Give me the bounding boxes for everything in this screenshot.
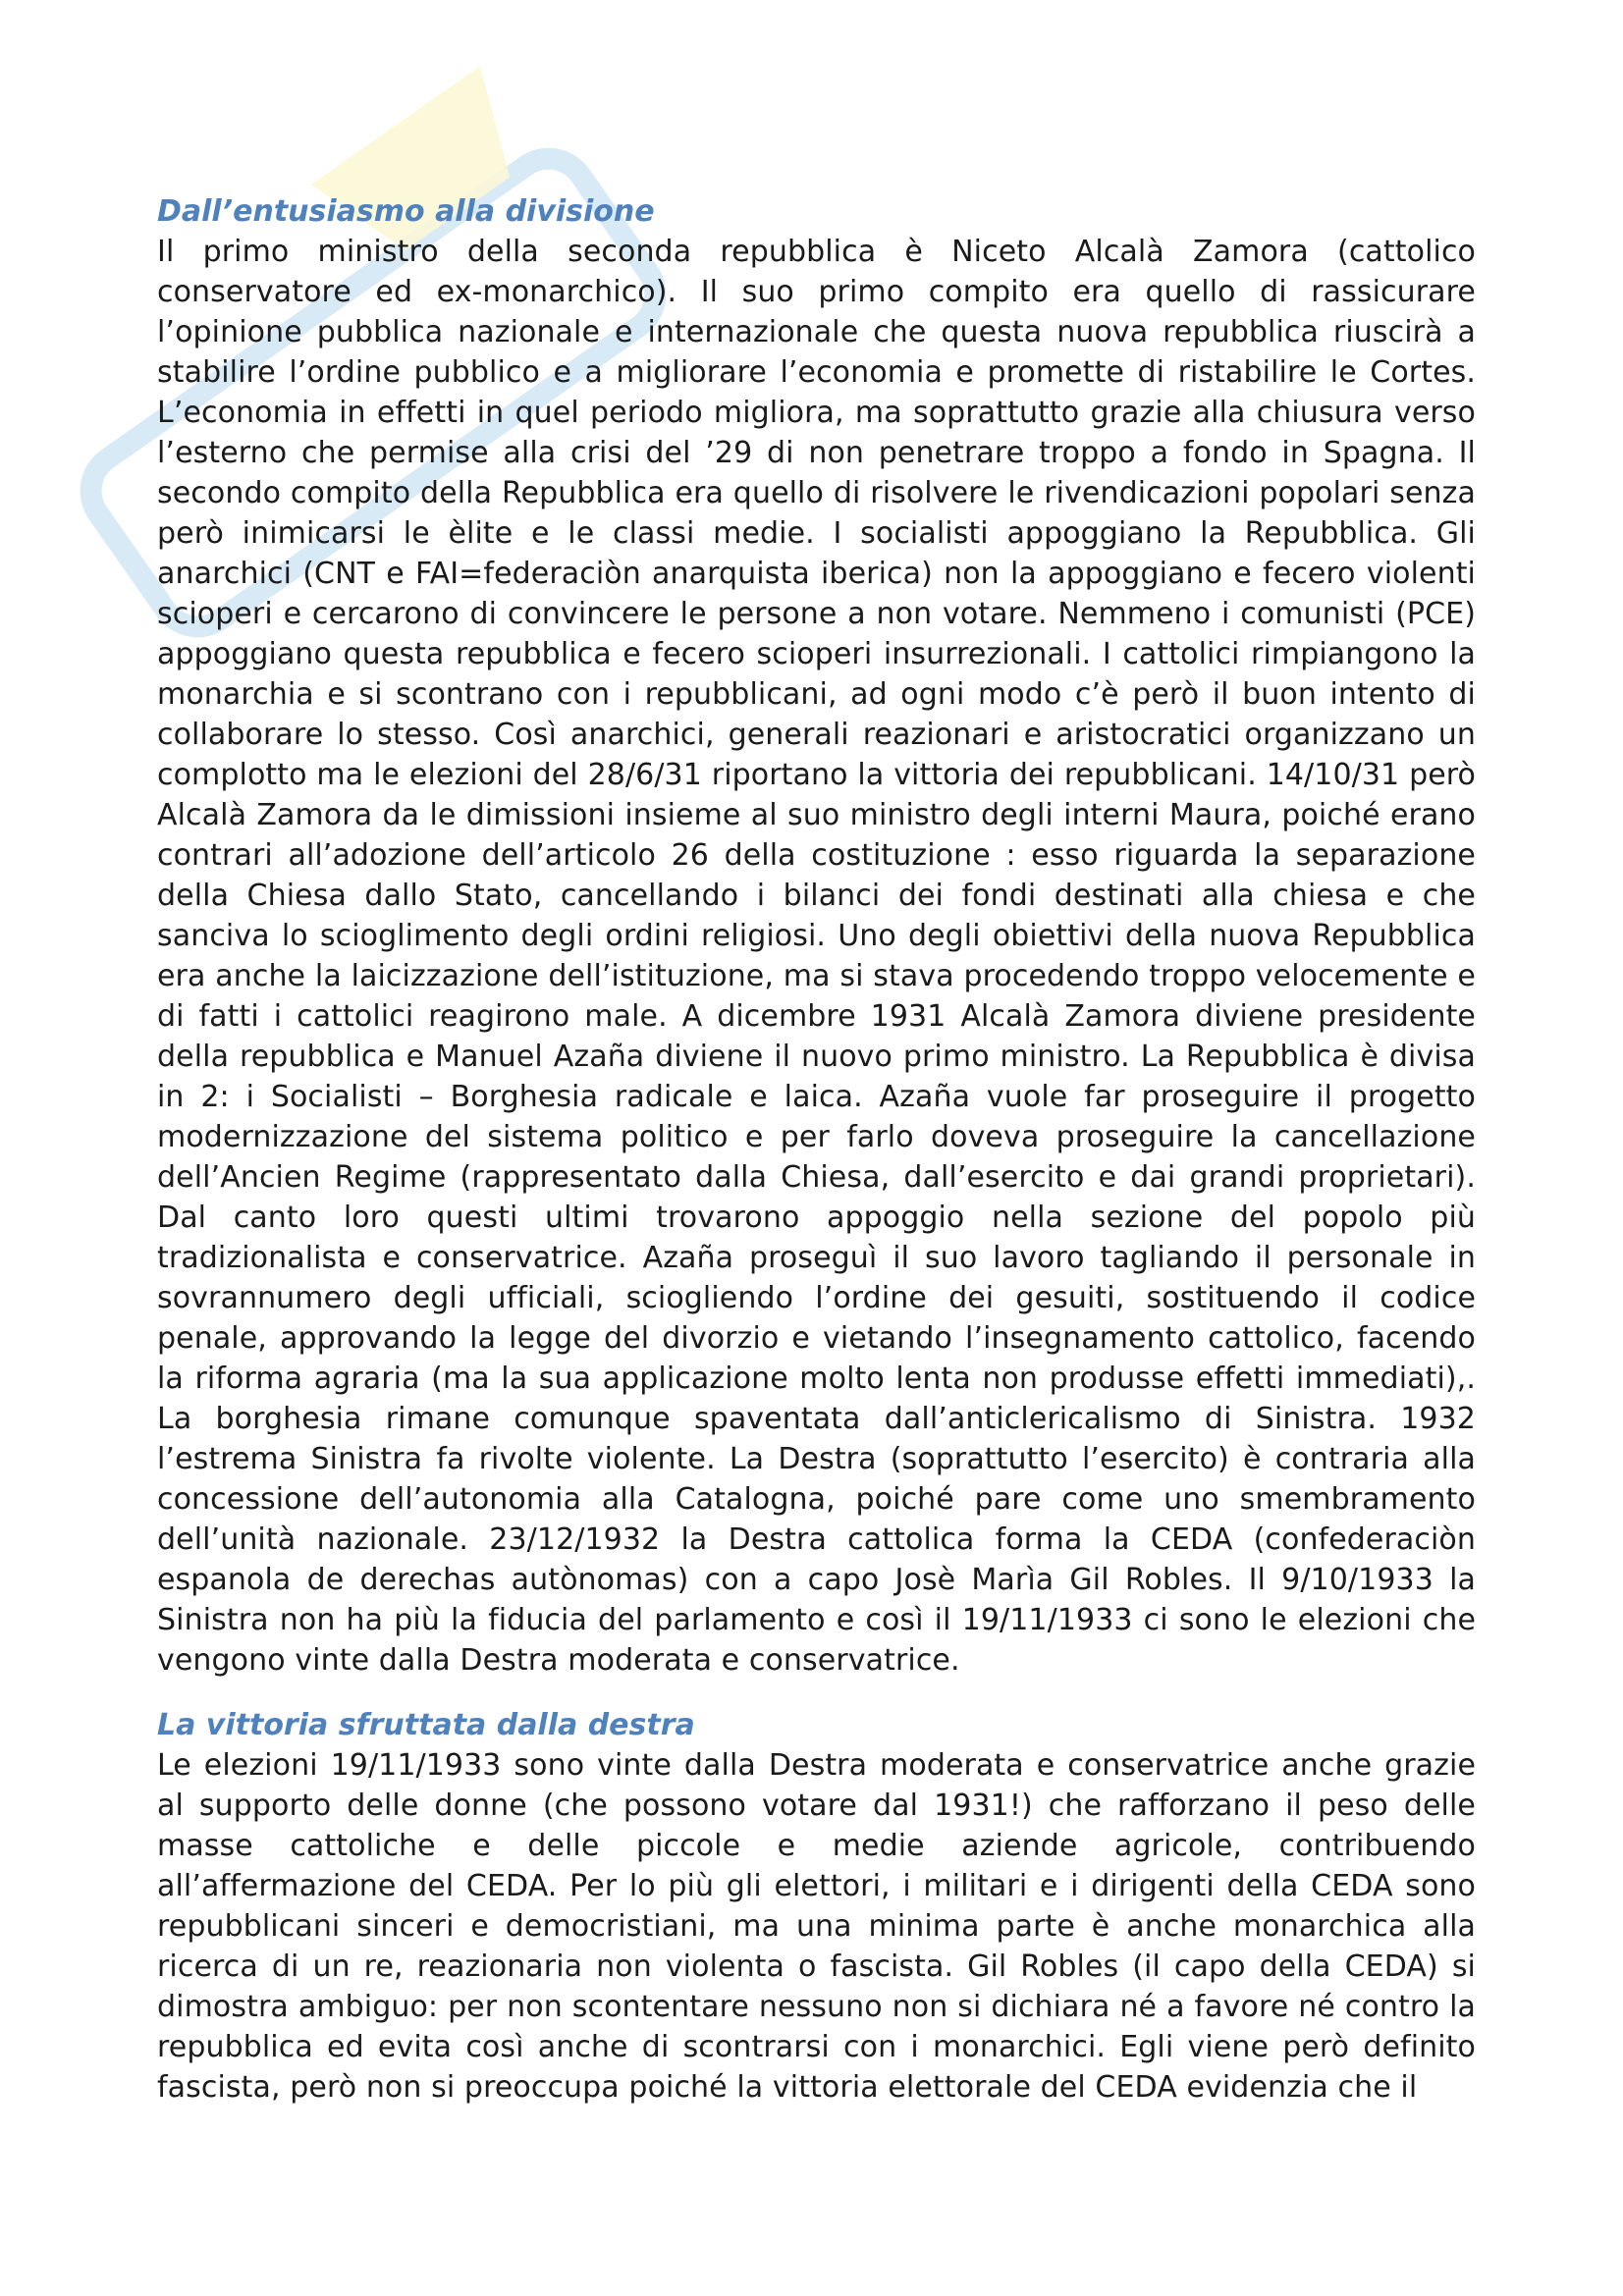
section-title-vittoria: La vittoria sfruttata dalla destra: [157, 1708, 695, 1742]
section-title-divisione: Dall’entusiasmo alla divisione: [157, 194, 655, 229]
document-page: [157, 192, 1476, 2108]
section-body-divisione: Il primo ministro della seconda repubblica è Niceto Alcalà Zamora (cattolico conservatore ed ex-monarchico). Il suo primo compito era quello di rassicurare l’opinione pubblica nazionale e internazionale che questa nuova repubblica riuscirà a stabilire l’ordine pubblico e a migliorare l’economia e promette di ristabilire le Cortes. L’economia in effetti in quel periodo migliora, ma soprattutto grazie alla chiusura verso l’esterno che permise alla crisi del ’29 di non penetrare troppo a fondo in Spagna. Il secondo compito della Repubblica era quello di risolvere le rivendicazioni popolari senza però inimicarsi le èlite e le classi medie. I socialisti appoggiano la Repubblica. Gli anarchici (CNT e FAI=federaciòn anarquista iberica) non la appoggiano e fecero violenti scioperi e cercarono di convincere le persone a non votare. Nemmeno i comunisti (PCE) appoggiano questa repubblica e fecero scioperi insurrezionali. I cattolici rimpiangono la monarchia e si scontrano con i repubblicani, ad ogni modo c’è però il buon intento di collaborare lo stesso. Così anarchici, generali reazionari e aristocratici organizzano un complotto ma le elezioni del 28/6/31 riportano la vittoria dei repubblicani. 14/10/31 però Alcalà Zamora da le dimissioni insieme al suo ministro degli interni Maura, poiché erano contrari all’adozione dell’articolo 26 della costituzione : esso riguarda la separazione della Chiesa dallo Stato, cancellando i bilanci dei fondi destinati alla chiesa e che sanciva lo scioglimento degli ordini religiosi. Uno degli obiettivi della nuova Repubblica era anche la laicizzazione dell’istituzione, ma si stava procedendo troppo velocemente e di fatti i cattolici reagirono male. A dicembre 1931 Alcalà Zamora diviene presidente della repubblica e Manuel Azaña diviene il nuovo primo ministro. La Repubblica è divisa in 2: i Socialisti – Borghesia radicale e laica. Azaña vuole far proseguire il progetto modernizzazione del sistema politico e per farlo doveva proseguire la cancellazione dell’Ancien Regime (rappresentato dalla Chiesa, dall’esercito e dai grandi proprietari). Dal canto loro questi ultimi trovarono appoggio nella sezione del popolo più tradizionalista e conservatrice. Azaña proseguì il suo lavoro tagliando il personale in sovrannumero degli ufficiali, sciogliendo l’ordine dei gesuiti, sostituendo il codice penale, approvando la legge del divorzio e vietando l’insegnamento cattolico, facendo la riforma agraria (ma la sua applicazione molto lenta non produsse effetti immediati),. La borghesia rimane comunque spaventata dall’anticlericalismo di Sinistra. 1932 l’estrema Sinistra fa rivolte violente. La Destra (soprattutto l’esercito) è contraria alla concessione dell’autonomia alla Catalogna, poiché pare come uno smembramento dell’unità nazionale. 23/12/1932 la Destra cattolica forma la CEDA (confederaciòn espanola de derechas autònomas) con a capo Josè Marìa Gil Robles. Il 9/10/1933 la Sinistra non ha più la fiducia del parlamento e così il 19/11/1933 ci sono le elezioni che vengono vinte dalla Destra moderata e conservatrice.: [157, 235, 1476, 1678]
section-body-vittoria: Le elezioni 19/11/1933 sono vinte dalla Destra moderata e conservatrice anche grazie al supporto delle donne (che possono votare dal 1931!) che rafforzano il peso delle masse cattoliche e delle piccole e medie aziende agricole, contribuendo all’affermazione del CEDA. Per lo più gli elettori, i militari e i dirigenti della CEDA sono repubblicani sinceri e democristiani, ma una minima parte è anche monarchica alla ricerca di un re, reazionaria non violenta o fascista. Gil Robles (il capo della CEDA) si dimostra ambiguo: per non scontentare nessuno non si dichiara né a favore né contro la repubblica ed evita così anche di scontrarsi con i monarchici. Egli viene però definito fascista, però non si preoccupa poiché la vittoria elettorale del CEDA evidenzia che il: [157, 1748, 1476, 2105]
